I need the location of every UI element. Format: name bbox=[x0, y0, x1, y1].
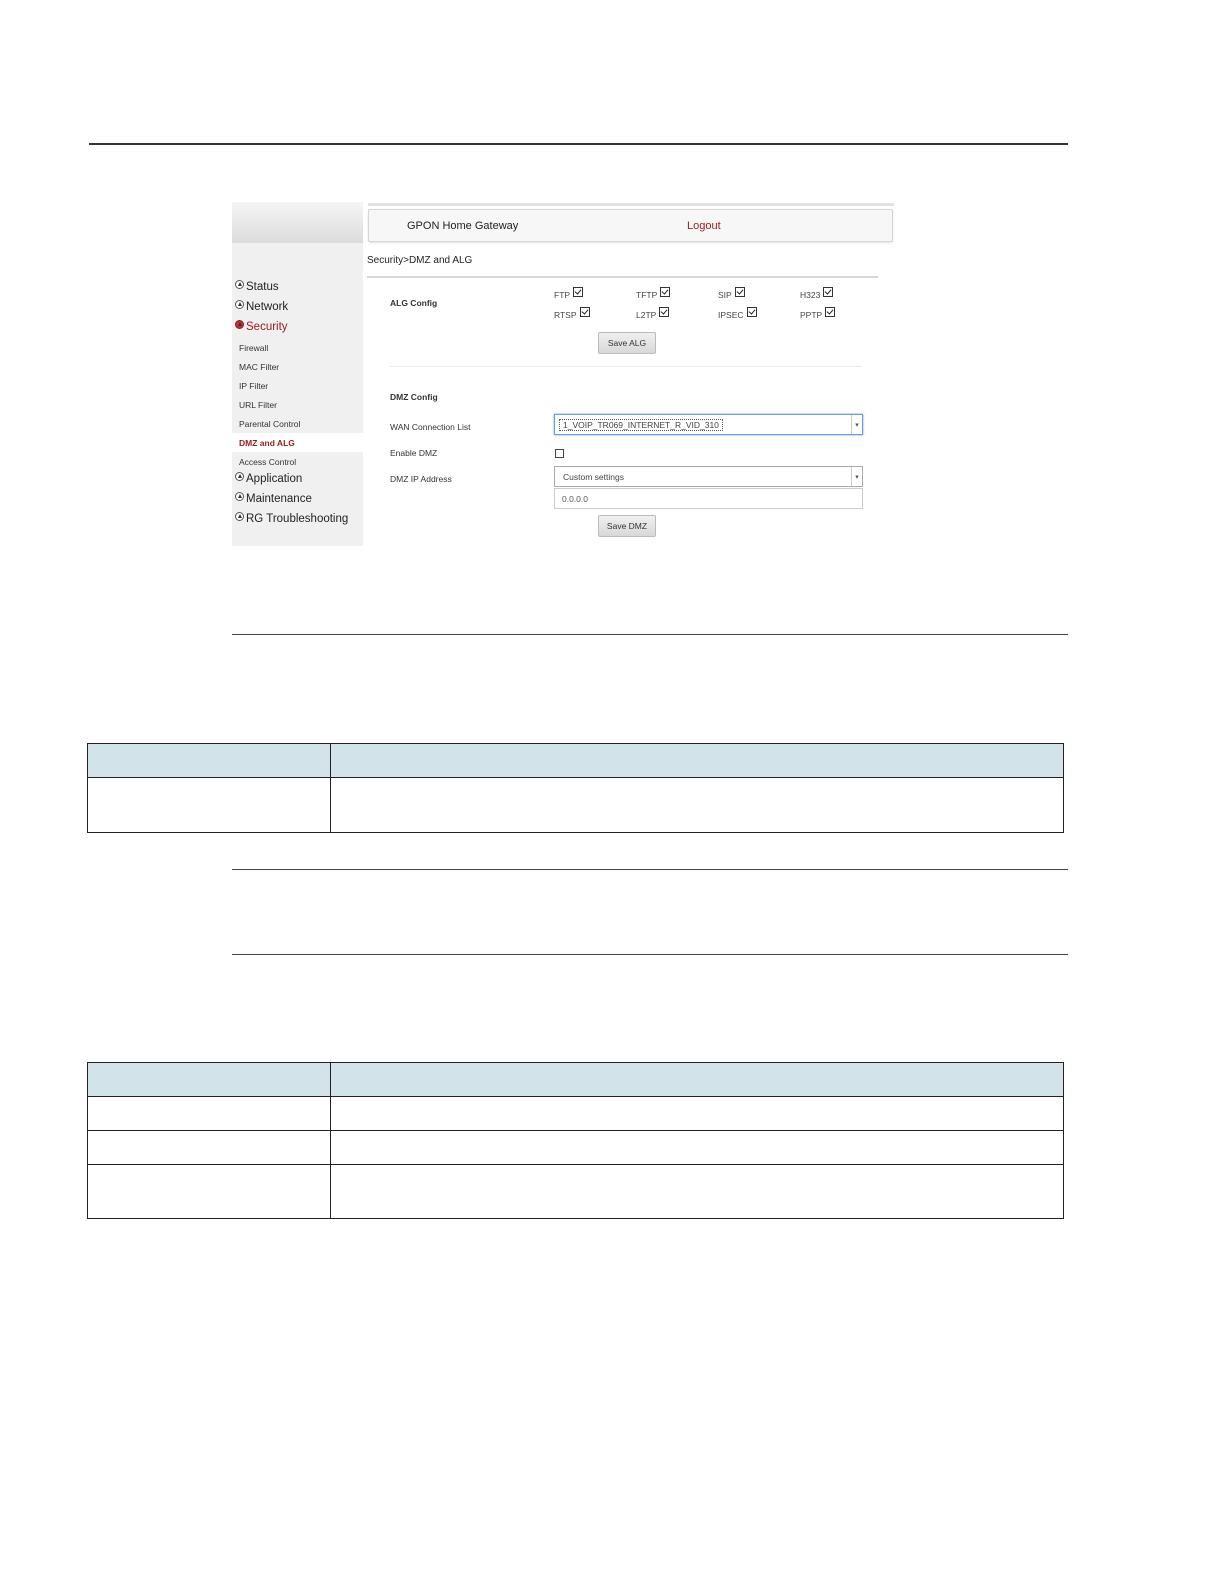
table-header-row bbox=[88, 1063, 1064, 1097]
table-header-cell bbox=[88, 1063, 331, 1097]
section-rule bbox=[232, 869, 1068, 870]
sidebar-item-label: Status bbox=[246, 281, 279, 293]
logout-link[interactable]: Logout bbox=[687, 220, 721, 232]
alg-option-label: L2TP bbox=[636, 310, 657, 320]
dmz-config-label: DMZ Config bbox=[390, 392, 438, 402]
alg-option-label: PPTP bbox=[800, 310, 823, 320]
sidebar-item-maintenance[interactable] bbox=[235, 493, 312, 505]
dropdown-arrow-icon: ▾ bbox=[851, 467, 862, 486]
sidebar-subitem-mac-filter[interactable]: MAC Filter bbox=[239, 362, 280, 372]
expand-icon bbox=[235, 320, 244, 329]
table-cell bbox=[331, 1165, 1064, 1219]
alg-h323-checkbox[interactable] bbox=[823, 287, 833, 297]
dmz-ip-label: DMZ IP Address bbox=[390, 474, 452, 484]
table-cell bbox=[88, 1165, 331, 1219]
expand-icon bbox=[235, 472, 244, 481]
alg-rtsp-checkbox[interactable] bbox=[580, 307, 590, 317]
alg-ipsec[interactable] bbox=[718, 310, 757, 320]
sidebar-header bbox=[232, 202, 363, 243]
sidebar-item-label: RG Troubleshooting bbox=[246, 513, 349, 525]
table-header-cell bbox=[331, 1063, 1064, 1097]
section-rule bbox=[232, 954, 1068, 955]
sidebar-item-status[interactable] bbox=[235, 281, 279, 293]
sidebar-item-rg-troubleshooting[interactable] bbox=[235, 513, 348, 525]
sidebar-subitem-parental-control[interactable]: Parental Control bbox=[239, 419, 301, 429]
wan-connection-label: WAN Connection List bbox=[390, 422, 471, 432]
table-header-cell bbox=[88, 744, 331, 778]
save-alg-button[interactable]: Save ALG bbox=[598, 332, 656, 354]
table-cell bbox=[88, 778, 331, 833]
sidebar-item-network[interactable] bbox=[235, 301, 288, 313]
table-row bbox=[88, 1165, 1064, 1219]
expand-icon bbox=[235, 512, 244, 521]
gateway-screenshot bbox=[232, 202, 894, 546]
table-row bbox=[88, 1131, 1064, 1165]
section-divider bbox=[390, 366, 862, 367]
alg-config-label: ALG Config bbox=[390, 298, 438, 308]
alg-option-label: H323 bbox=[800, 290, 821, 300]
alg-ftp-checkbox[interactable] bbox=[573, 287, 583, 297]
sidebar-item-security[interactable] bbox=[235, 321, 288, 333]
section-rule bbox=[232, 634, 1068, 635]
table-cell bbox=[88, 1097, 331, 1131]
dropdown-arrow-icon: ▾ bbox=[851, 415, 862, 434]
wan-connection-select[interactable] bbox=[554, 414, 863, 435]
alg-option-label: SIP bbox=[718, 290, 732, 300]
sidebar-subitem-access-control[interactable]: Access Control bbox=[239, 457, 297, 467]
breadcrumb: Security>DMZ and ALG bbox=[367, 255, 473, 266]
expand-icon bbox=[235, 300, 244, 309]
table-cell bbox=[331, 1131, 1064, 1165]
alg-option-label: IPSEC bbox=[718, 310, 744, 320]
sidebar-subitem-firewall[interactable]: Firewall bbox=[239, 343, 269, 353]
header-rule bbox=[89, 143, 1068, 145]
alg-sip-checkbox[interactable] bbox=[735, 287, 745, 297]
sidebar-subitem-ip-filter[interactable]: IP Filter bbox=[239, 381, 269, 391]
alg-l2tp-checkbox[interactable] bbox=[659, 307, 669, 317]
sidebar-subitem-dmz-and-alg[interactable]: DMZ and ALG bbox=[239, 438, 295, 448]
alg-ftp[interactable] bbox=[554, 290, 583, 300]
alg-pptp-checkbox[interactable] bbox=[825, 307, 835, 317]
table-header-row bbox=[88, 744, 1064, 778]
sidebar-item-label: Network bbox=[246, 301, 289, 313]
parameter-table-1 bbox=[87, 743, 1064, 833]
enable-dmz-checkbox[interactable] bbox=[555, 449, 564, 458]
parameter-table-2 bbox=[87, 1062, 1064, 1219]
table-cell bbox=[331, 1097, 1064, 1131]
expand-icon bbox=[235, 280, 244, 289]
table-row bbox=[88, 1097, 1064, 1131]
alg-tftp[interactable] bbox=[636, 290, 670, 300]
sidebar-item-label: Application bbox=[246, 473, 303, 485]
table-row bbox=[88, 778, 1064, 833]
dmz-ip-mode-select[interactable] bbox=[554, 466, 863, 487]
enable-dmz-label: Enable DMZ bbox=[390, 448, 438, 458]
dmz-ip-mode-value: Custom settings bbox=[563, 471, 624, 482]
sidebar-item-application[interactable] bbox=[235, 473, 302, 485]
table-cell bbox=[88, 1131, 331, 1165]
wan-connection-value: 1_VOIP_TR069_INTERNET_R_VID_310 bbox=[559, 419, 723, 431]
save-dmz-button[interactable]: Save DMZ bbox=[598, 515, 656, 537]
breadcrumb-divider bbox=[367, 276, 878, 278]
alg-pptp[interactable] bbox=[800, 310, 835, 320]
alg-rtsp[interactable] bbox=[554, 310, 590, 320]
table-cell bbox=[331, 778, 1064, 833]
dmz-ip-input[interactable]: 0.0.0.0 bbox=[554, 488, 863, 509]
alg-ipsec-checkbox[interactable] bbox=[747, 307, 757, 317]
alg-option-label: TFTP bbox=[636, 290, 658, 300]
table-header-cell bbox=[331, 744, 1064, 778]
gateway-title: GPON Home Gateway bbox=[407, 220, 519, 232]
alg-option-label: FTP bbox=[554, 290, 571, 300]
sidebar-item-label: Maintenance bbox=[246, 493, 312, 505]
alg-sip[interactable] bbox=[718, 290, 745, 300]
alg-h323[interactable] bbox=[800, 290, 833, 300]
alg-tftp-checkbox[interactable] bbox=[660, 287, 670, 297]
expand-icon bbox=[235, 492, 244, 501]
alg-option-label: RTSP bbox=[554, 310, 577, 320]
sidebar-subitem-url-filter[interactable]: URL Filter bbox=[239, 400, 277, 410]
sidebar-item-label: Security bbox=[246, 321, 288, 333]
topbar-accent bbox=[368, 203, 894, 206]
alg-l2tp[interactable] bbox=[636, 310, 669, 320]
